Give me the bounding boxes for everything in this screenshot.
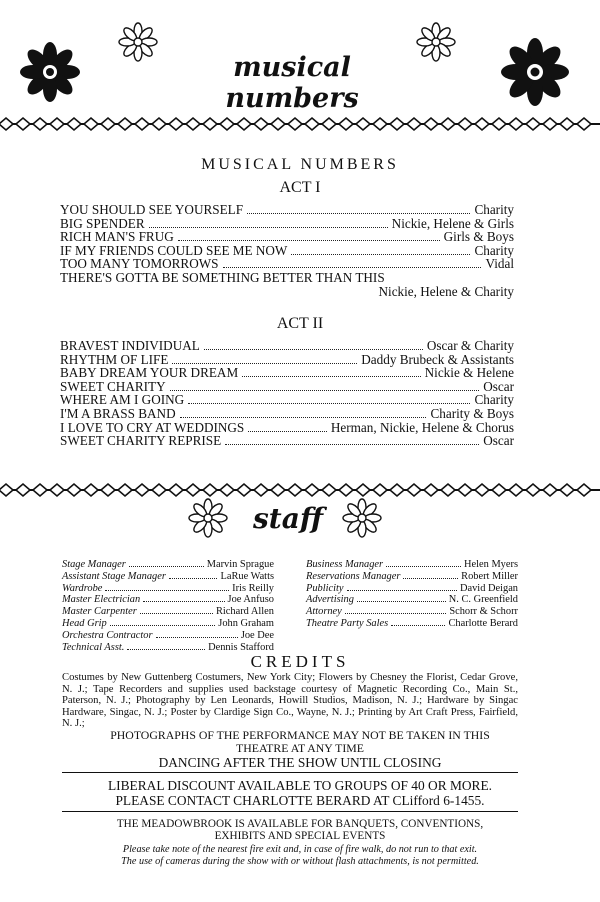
border-diamond bbox=[543, 484, 557, 496]
dot-leader bbox=[105, 584, 229, 591]
dancing-notice: DANCING AFTER THE SHOW UNTIL CLOSING bbox=[158, 755, 442, 770]
border-diamond bbox=[458, 118, 472, 130]
border-diamond bbox=[441, 484, 455, 496]
staff-name: Richard Allen bbox=[215, 606, 274, 618]
song-row bbox=[60, 353, 514, 367]
border-diamond bbox=[560, 118, 574, 130]
song-title: THERE'S GOTTA BE SOMETHING BETTER THAN THIS bbox=[60, 269, 385, 285]
large-flower-right-icon bbox=[500, 36, 570, 108]
border-diamond bbox=[560, 484, 574, 496]
border-diamond bbox=[305, 484, 319, 496]
song-title: SWEET CHARITY bbox=[60, 378, 166, 394]
border-diamond bbox=[407, 484, 421, 496]
staff-row bbox=[306, 559, 518, 571]
border-diamond bbox=[475, 484, 489, 496]
song-performers: Girls & Boys bbox=[443, 229, 514, 245]
song-performers: Charity bbox=[474, 202, 514, 217]
dot-leader bbox=[223, 259, 482, 268]
song-row bbox=[60, 339, 514, 353]
staff-name: Charlotte Berard bbox=[448, 617, 518, 629]
border-diamond bbox=[203, 484, 217, 496]
border-diamond bbox=[50, 484, 64, 496]
border-diamond bbox=[390, 118, 404, 130]
staff-role: Business Manager bbox=[306, 559, 384, 570]
border-diamond bbox=[33, 484, 47, 496]
staff-name: LaRue Watts bbox=[220, 570, 274, 582]
staff-list-left bbox=[62, 559, 274, 653]
staff-role: Master Electrician bbox=[62, 594, 141, 606]
song-row bbox=[60, 434, 514, 448]
song-performers: Oscar & Charity bbox=[426, 338, 514, 353]
border-diamond bbox=[16, 484, 30, 496]
dot-leader bbox=[225, 436, 479, 445]
song-performers: Nickie, Helene & Girls bbox=[391, 215, 514, 231]
border-diamond bbox=[101, 118, 115, 130]
discount-line-1: LIBERAL DISCOUNT AVAILABLE TO GROUPS OF 40 OR MORE. bbox=[107, 778, 493, 793]
song-row bbox=[60, 217, 514, 231]
song-performers: Herman, Nickie, Helene & Chorus bbox=[330, 419, 514, 435]
diamond-border-top bbox=[0, 116, 600, 132]
staff-role: Reservations Manager bbox=[306, 570, 401, 582]
rule-1 bbox=[62, 772, 518, 773]
border-diamond bbox=[186, 118, 200, 130]
border-diamond bbox=[271, 118, 285, 130]
border-diamond bbox=[492, 484, 506, 496]
border-diamond bbox=[135, 118, 149, 130]
border-diamond bbox=[339, 118, 353, 130]
photo-notice-line-1: PHOTOGRAPHS OF THE PERFORMANCE MAY NOT BE TAKEN IN THIS bbox=[110, 728, 490, 742]
dot-leader bbox=[129, 560, 204, 567]
border-diamond bbox=[152, 484, 166, 496]
staff-row bbox=[62, 583, 274, 595]
musical-numbers-script-title: musical numbers bbox=[225, 52, 359, 114]
staff-row bbox=[306, 606, 518, 618]
staff-name: David Deigan bbox=[460, 582, 518, 594]
dot-leader bbox=[291, 246, 470, 255]
border-diamond bbox=[509, 118, 523, 130]
border-diamond bbox=[118, 118, 132, 130]
staff-role: Stage Manager bbox=[62, 559, 126, 570]
staff-row bbox=[306, 583, 518, 595]
border-diamond bbox=[101, 484, 115, 496]
border-diamond bbox=[118, 484, 132, 496]
border-diamond bbox=[424, 118, 438, 130]
dot-leader bbox=[172, 355, 357, 364]
border-diamond bbox=[254, 118, 268, 130]
staff-name: Robert Miller bbox=[461, 570, 518, 582]
song-performers: Vidal bbox=[485, 256, 514, 272]
border-diamond bbox=[237, 484, 251, 496]
staff-name: N. C. Greenfield bbox=[448, 594, 518, 606]
staff-row bbox=[306, 618, 518, 630]
song-row bbox=[60, 203, 514, 217]
dot-leader bbox=[248, 423, 327, 432]
song-performers: Oscar bbox=[483, 433, 514, 449]
dot-leader bbox=[188, 395, 470, 404]
staff-role: Wardrobe bbox=[62, 582, 103, 594]
border-diamond bbox=[67, 118, 81, 130]
act-2-heading: ACT II bbox=[276, 315, 324, 332]
staff-role: Publicity bbox=[306, 582, 344, 594]
song-title: SWEET CHARITY REPRISE bbox=[60, 433, 222, 449]
border-diamond bbox=[339, 484, 353, 496]
border-diamond bbox=[254, 484, 268, 496]
song-performers-line bbox=[60, 285, 514, 299]
staff-row bbox=[62, 618, 274, 630]
staff-row bbox=[306, 594, 518, 606]
staff-name: Iris Reilly bbox=[232, 582, 274, 594]
dot-leader bbox=[247, 205, 470, 214]
song-title: I LOVE TO CRY AT WEDDINGS bbox=[60, 419, 245, 435]
song-performers: Charity bbox=[474, 242, 514, 258]
dot-leader bbox=[127, 643, 205, 650]
song-performers: Charity & Boys bbox=[430, 405, 514, 421]
credits-body: Costumes by New Guttenberg Costumers, New York City; Flowers by Chesney the Florist, Cedar Grove, N. J.; Tape Recorders and supplies used backstage courtesy of Magnetic Recording Co., Main St., Paterson, N. J.; Photography by Len Leonards, Howill Studios, Madison, N. J.; Hardware by Singac Hardware, Singac, N. J.; Poster by Clardige Sign Co., Wayne, N. J.; Printing by Art Craft Press, Fairfield, N. J.; bbox=[62, 672, 518, 730]
border-diamond bbox=[441, 118, 455, 130]
song-row bbox=[60, 271, 514, 285]
border-diamond bbox=[509, 484, 523, 496]
border-diamond bbox=[390, 484, 404, 496]
large-flower-left-icon bbox=[20, 40, 80, 104]
song-title: TOO MANY TOMORROWS bbox=[60, 256, 219, 272]
diamond-border-middle bbox=[0, 482, 600, 498]
dot-leader bbox=[170, 382, 480, 391]
border-diamond bbox=[424, 484, 438, 496]
staff-name: Dennis Stafford bbox=[208, 641, 274, 653]
border-diamond bbox=[577, 118, 591, 130]
border-diamond bbox=[169, 118, 183, 130]
border-diamond bbox=[475, 118, 489, 130]
song-title: RHYTHM OF LIFE bbox=[60, 351, 169, 367]
staff-row bbox=[62, 630, 274, 642]
dot-leader bbox=[180, 409, 427, 418]
song-row bbox=[60, 366, 514, 380]
song-row bbox=[60, 230, 514, 244]
staff-role: Master Carpenter bbox=[62, 606, 137, 618]
border-diamond bbox=[407, 118, 421, 130]
photo-notice-line-2: THEATRE AT ANY TIME bbox=[236, 741, 364, 755]
staff-flower-right-icon bbox=[342, 498, 382, 538]
dot-leader bbox=[357, 595, 446, 602]
border-diamond bbox=[0, 118, 13, 130]
border-diamond bbox=[220, 484, 234, 496]
border-diamond bbox=[492, 118, 506, 130]
dot-leader bbox=[347, 584, 457, 591]
border-diamond bbox=[169, 484, 183, 496]
staff-role: Advertising bbox=[306, 594, 354, 606]
border-diamond bbox=[67, 484, 81, 496]
discount-line-2: PLEASE CONTACT CHARLOTTE BERARD AT CLifford 6-1455. bbox=[115, 793, 485, 808]
staff-name: Helen Myers bbox=[464, 559, 518, 570]
meadowbrook-line-2: EXHIBITS AND SPECIAL EVENTS bbox=[214, 830, 386, 842]
fire-exit-note: Please take note of the nearest fire exit and, in case of fire walk, do not run to that exit. bbox=[122, 844, 478, 855]
song-row bbox=[60, 257, 514, 271]
border-diamond bbox=[271, 484, 285, 496]
border-diamond bbox=[220, 118, 234, 130]
border-diamond bbox=[526, 118, 540, 130]
dot-leader bbox=[391, 619, 445, 626]
border-diamond bbox=[50, 118, 64, 130]
border-diamond bbox=[0, 484, 13, 496]
song-title: BIG SPENDER bbox=[60, 215, 145, 231]
staff-row bbox=[306, 571, 518, 583]
dot-leader bbox=[386, 560, 461, 567]
staff-flower-left-icon bbox=[188, 498, 228, 538]
dot-leader bbox=[149, 219, 388, 228]
song-row bbox=[60, 244, 514, 258]
song-row bbox=[60, 393, 514, 407]
song-title: RICH MAN'S FRUG bbox=[60, 229, 174, 245]
song-title: IF MY FRIENDS COULD SEE ME NOW bbox=[60, 242, 288, 258]
song-performers: Charity bbox=[474, 392, 514, 408]
border-diamond bbox=[373, 484, 387, 496]
song-title: BABY DREAM YOUR DREAM bbox=[60, 365, 239, 381]
musical-numbers-heading: MUSICAL NUMBERS bbox=[201, 156, 399, 173]
dot-leader bbox=[345, 607, 447, 614]
border-diamond bbox=[288, 484, 302, 496]
border-diamond bbox=[186, 484, 200, 496]
staff-role: Theatre Party Sales bbox=[306, 617, 389, 629]
border-diamond bbox=[152, 118, 166, 130]
song-performers: Nickie & Helene bbox=[424, 365, 514, 381]
act-1-heading: ACT I bbox=[279, 179, 321, 196]
border-diamond bbox=[526, 484, 540, 496]
staff-name: Joe Dee bbox=[240, 629, 274, 641]
song-row bbox=[60, 407, 514, 421]
staff-list-right bbox=[306, 559, 518, 630]
camera-note: The use of cameras during the show with or without flash attachments, is not permitted. bbox=[121, 856, 479, 867]
border-diamond bbox=[458, 484, 472, 496]
staff-name: Joe Anfuso bbox=[227, 594, 274, 606]
staff-role: Technical Asst. bbox=[62, 641, 125, 653]
staff-row bbox=[62, 594, 274, 606]
staff-row bbox=[62, 571, 274, 583]
rule-2 bbox=[62, 811, 518, 812]
song-performers: Oscar bbox=[483, 378, 514, 394]
border-diamond bbox=[322, 484, 336, 496]
song-performers: Nickie, Helene & Charity bbox=[378, 283, 514, 299]
dot-leader bbox=[242, 368, 420, 377]
staff-row bbox=[62, 606, 274, 618]
staff-row bbox=[62, 559, 274, 571]
border-diamond bbox=[237, 118, 251, 130]
border-diamond bbox=[356, 484, 370, 496]
border-diamond bbox=[322, 118, 336, 130]
dot-leader bbox=[143, 595, 224, 602]
song-performers: Daddy Brubeck & Assistants bbox=[361, 351, 514, 367]
dot-leader bbox=[403, 572, 458, 579]
staff-role: Head Grip bbox=[62, 617, 107, 629]
border-diamond bbox=[33, 118, 47, 130]
border-diamond bbox=[577, 484, 591, 496]
dot-leader bbox=[178, 232, 440, 241]
dot-leader bbox=[169, 572, 218, 579]
border-diamond bbox=[203, 118, 217, 130]
staff-name: Marvin Sprague bbox=[206, 559, 274, 570]
act-1-song-list bbox=[60, 203, 514, 298]
staff-role: Assistant Stage Manager bbox=[62, 570, 166, 582]
border-diamond bbox=[16, 118, 30, 130]
dot-leader bbox=[140, 607, 213, 614]
border-diamond bbox=[84, 484, 98, 496]
act-2-song-list bbox=[60, 339, 514, 448]
dot-leader bbox=[110, 619, 216, 626]
border-diamond bbox=[135, 484, 149, 496]
border-diamond bbox=[543, 118, 557, 130]
song-title: BRAVEST INDIVIDUAL bbox=[60, 338, 200, 353]
staff-script-title: staff bbox=[253, 502, 323, 535]
staff-name: John Graham bbox=[218, 617, 274, 629]
staff-name: Schorr & Schorr bbox=[449, 606, 518, 618]
border-diamond bbox=[356, 118, 370, 130]
border-diamond bbox=[84, 118, 98, 130]
song-title: WHERE AM I GOING bbox=[60, 392, 185, 408]
border-diamond bbox=[288, 118, 302, 130]
staff-role: Attorney bbox=[306, 606, 342, 618]
dot-leader bbox=[204, 341, 423, 350]
song-title: YOU SHOULD SEE YOURSELF bbox=[60, 202, 244, 217]
song-title: I'M A BRASS BAND bbox=[60, 405, 176, 421]
song-row bbox=[60, 380, 514, 394]
small-flower-right-icon bbox=[416, 22, 456, 62]
border-diamond bbox=[305, 118, 319, 130]
meadowbrook-line-1: THE MEADOWBROOK IS AVAILABLE FOR BANQUETS, CONVENTIONS, bbox=[116, 818, 484, 830]
dot-leader bbox=[156, 631, 238, 638]
border-diamond bbox=[373, 118, 387, 130]
staff-role: Orchestra Contractor bbox=[62, 629, 153, 641]
song-row bbox=[60, 421, 514, 435]
credits-heading: CREDITS bbox=[250, 652, 350, 671]
small-flower-left-icon bbox=[118, 22, 158, 62]
